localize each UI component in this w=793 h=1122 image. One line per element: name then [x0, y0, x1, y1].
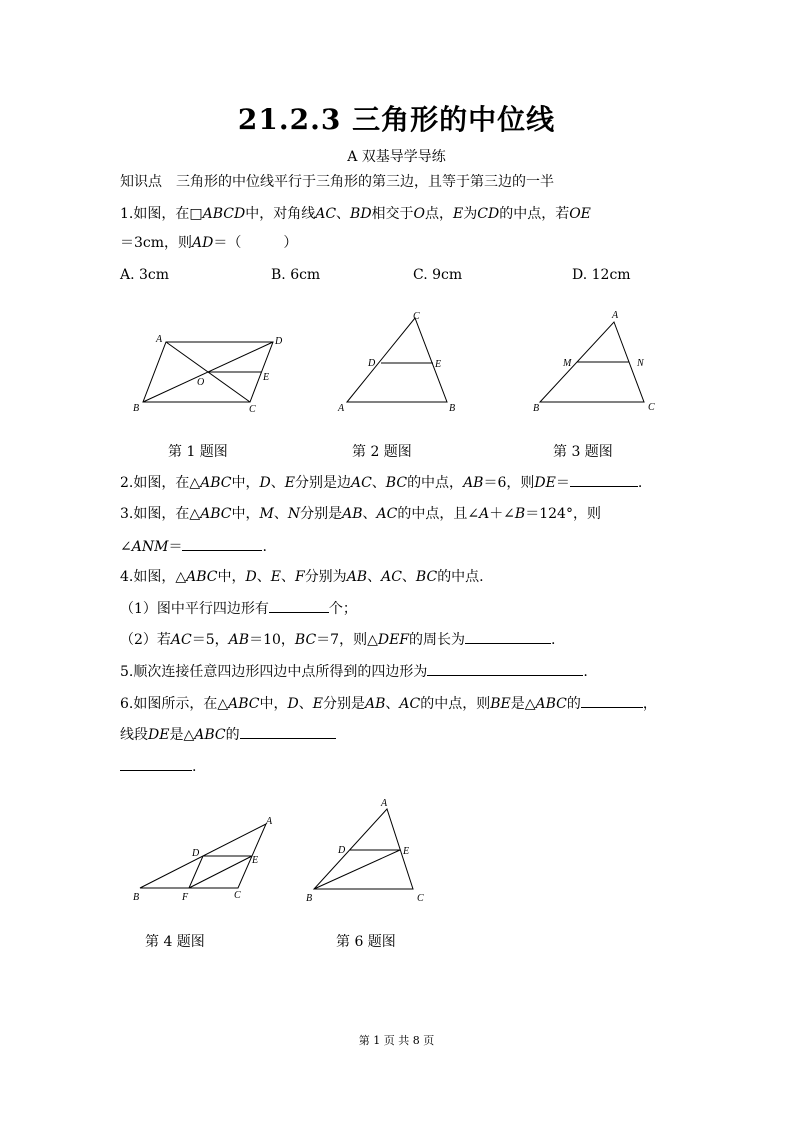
q2-text: 2.如图，在△ABC中，D、E分别是边AC、BC的中点，AB＝6，则DE＝ . [120, 472, 642, 493]
label-c: C [234, 890, 241, 901]
q6-line1: 6.如图所示，在△ABC中，D、E分别是AB、AC的中点，则BE是△ABC的 ， [120, 693, 657, 714]
label-c: C [417, 893, 424, 904]
figure-1-parallelogram [128, 330, 298, 420]
q3-line2: ∠ANM＝ . [120, 536, 267, 557]
figure-3-caption: 第 3 题图 [553, 444, 613, 460]
label-a: A [156, 334, 163, 345]
q4-part2-blank[interactable] [465, 629, 551, 644]
label-d: D [368, 358, 376, 369]
q1-option-a: A. 3cm [120, 267, 170, 283]
segment-df [189, 856, 203, 888]
q4-part2: （2）若AC＝5，AB＝10，BC＝7，则△DEF的周长为 . [120, 629, 555, 650]
label-c: C [648, 402, 655, 413]
figure-6-caption: 第 6 题图 [336, 934, 396, 950]
q1-option-d: D. 12cm [572, 267, 631, 283]
label-a: A [266, 816, 273, 827]
q6-line3: . [120, 756, 196, 777]
figure-6-triangle [300, 797, 435, 907]
q3-line1: 3.如图，在△ABC中，M、N分别是AB、AC的中点，且∠A＋∠B＝124°，则 [120, 506, 601, 522]
label-e: E [263, 372, 270, 383]
q6-blank-2-continued[interactable] [120, 756, 192, 771]
label-e: E [403, 846, 410, 857]
label-b: B [533, 403, 540, 414]
q1-line2: ＝3cm，则AD＝（ ） [120, 235, 298, 251]
knowledge-point: 知识点 三角形的中位线平行于三角形的第三边，且等于第三边的一半 [120, 174, 554, 190]
q4-part1-blank[interactable] [269, 598, 329, 613]
label-e: E [252, 855, 259, 866]
label-o: O [197, 377, 205, 388]
label-b: B [133, 892, 140, 903]
label-d: D [338, 845, 346, 856]
q4-stem: 4.如图，△ABC中，D、E、F分别为AB、AC、BC的中点. [120, 569, 484, 585]
q6-line2: 线段DE是△ABC的 [120, 724, 336, 745]
label-a: A [381, 798, 388, 809]
section-subtitle: A 双基导学导练 [347, 149, 446, 165]
figure-4-caption: 第 4 题图 [145, 934, 205, 950]
label-n: N [637, 358, 644, 369]
label-b: B [133, 403, 140, 414]
q1-option-b: B. 6cm [271, 267, 321, 283]
q4-part1: （1）图中平行四边形有 个； [120, 598, 357, 619]
label-a: A [612, 310, 619, 321]
figure-4-triangle [130, 812, 280, 907]
figure-2-triangle [335, 308, 465, 418]
label-b: B [306, 893, 313, 904]
figure-1-caption: 第 1 题图 [168, 444, 228, 460]
q5-answer-blank[interactable] [427, 661, 583, 676]
segment-ef [189, 856, 252, 888]
triangle-abc [347, 318, 447, 402]
q6-blank-1[interactable] [581, 693, 643, 708]
label-b: B [449, 403, 456, 414]
label-d: D [192, 848, 200, 859]
segment-be [314, 850, 400, 889]
label-m: M [563, 358, 572, 369]
figure-3-triangle [528, 308, 668, 418]
triangle-abc [314, 809, 413, 889]
q2-answer-blank[interactable] [570, 472, 638, 487]
page-title: 21.2.3 三角形的中位线 [237, 103, 556, 136]
label-c: C [413, 311, 420, 322]
figure-2-caption: 第 2 题图 [352, 444, 412, 460]
label-f: F [182, 892, 189, 903]
label-d: D [275, 336, 283, 347]
q3-answer-blank[interactable] [182, 536, 262, 551]
q5-text: 5.顺次连接任意四边形四边中点所得到的四边形为 . [120, 661, 588, 682]
q6-blank-2[interactable] [240, 724, 336, 739]
page-footer: 第 1 页 共 8 页 [358, 1034, 435, 1047]
label-a: A [338, 403, 345, 414]
label-e: E [435, 359, 442, 370]
q1-option-c: C. 9cm [413, 267, 463, 283]
q1-line1: 1.如图，在□ABCD中，对角线AC、BD相交于O点，E为CD的中点，若OE [120, 206, 591, 222]
label-c: C [249, 404, 256, 415]
